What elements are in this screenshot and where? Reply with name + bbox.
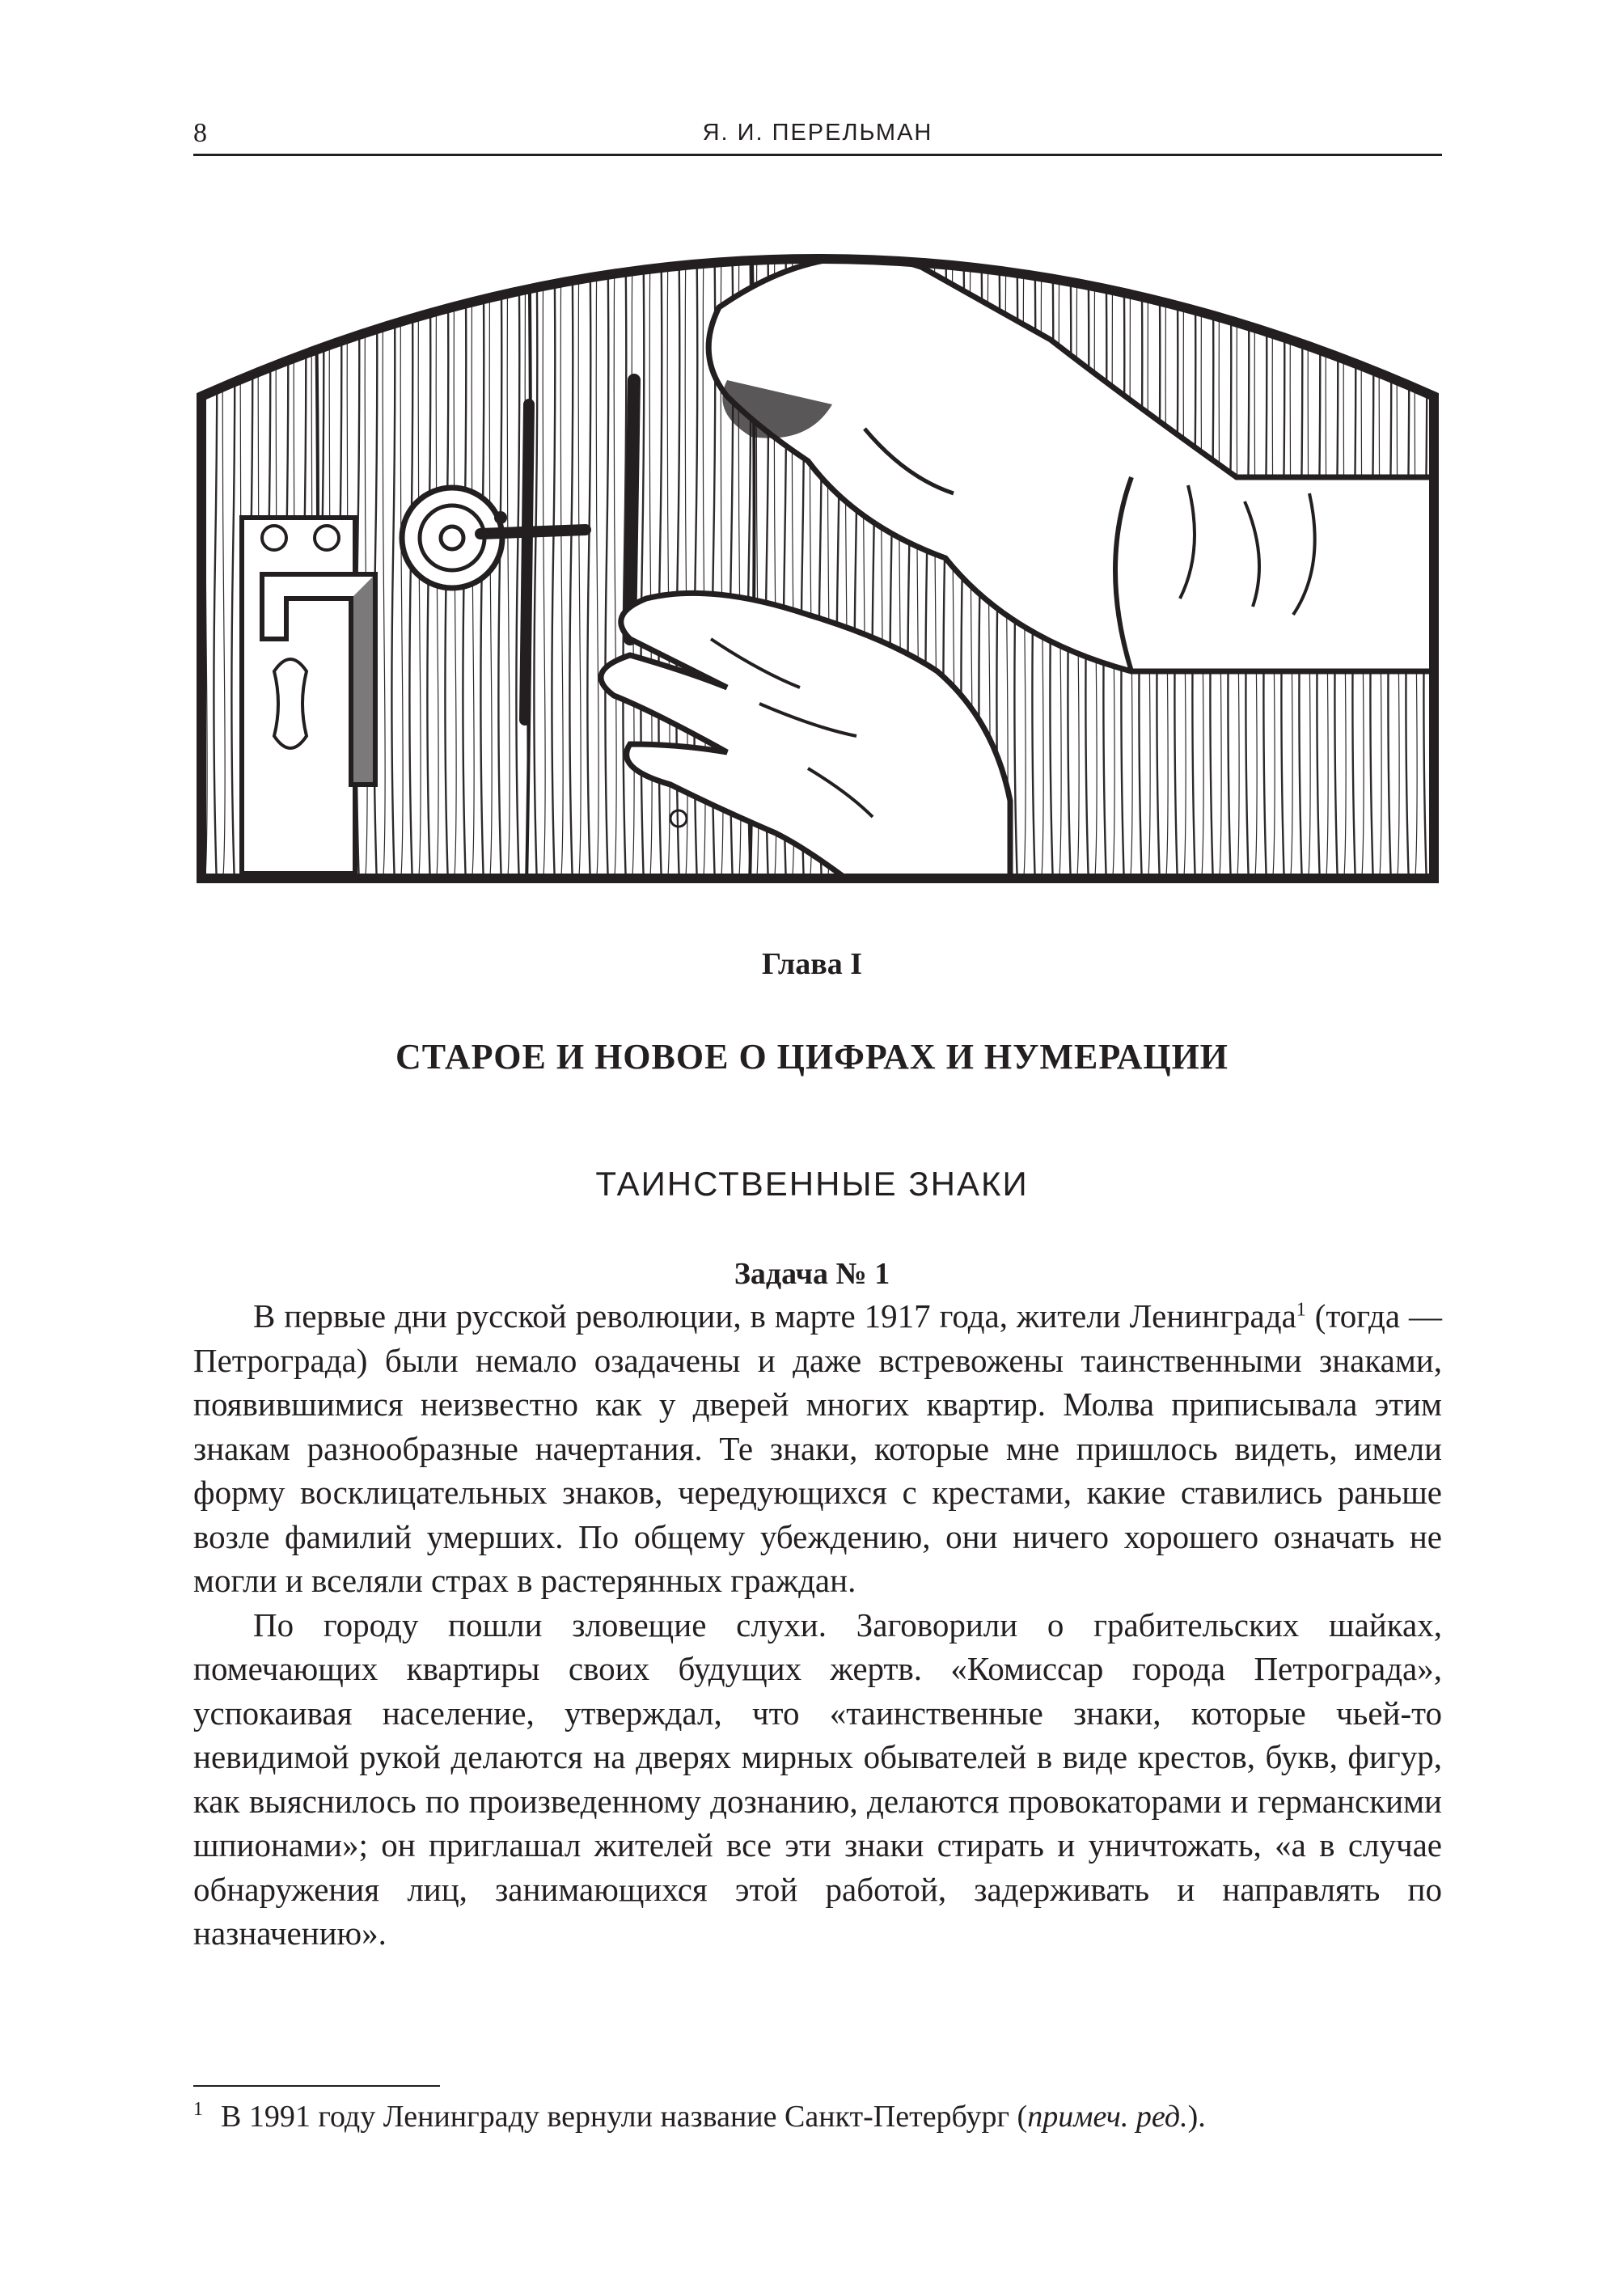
footnote-editor-note: примеч. ред.: [1027, 2100, 1188, 2134]
footnote-divider: [193, 2085, 440, 2087]
footnote-reference[interactable]: 1: [1296, 1299, 1306, 1321]
door-handle: [242, 518, 375, 874]
footnote-mark: 1: [193, 2099, 203, 2121]
paragraph-text: (тогда — Петрограда) были немало озадачены и даже встревожены таинственными знаками, появившимися неизвестно как у дверей многих квартир. Молва приписывала этим знакам разнообразные начертания. Те знаки, которые мне пришлось видеть, имели форму восклицательных знаков, чередующихся с крестами, какие ставились раньше возле фамилий умерших. По общему убеждению, они ничего хорошего означать не могли и вселяли страх в растерянных граждан.: [193, 1297, 1442, 1599]
paragraph: По городу пошли зловещие слухи. Заговорили о грабительских шайках, помечающих квартиры своих будущих жертв. «Комиссар города Петрограда», успокаивая население, утверждал, что «таинственные знаки, которые чьей-то невидимой рукой делаются на дверях мирных обывателей в виде крестов, букв, фигур, как выяснилось по произведенному дознанию, делаются провокаторами и германскими шпионами»; он приглашал жителей все эти знаки стирать и уничтожать, «а в случае обнаружения лиц, занимающихся этой работой, задерживать и направлять по назначению».: [193, 1606, 1442, 1952]
footnote: [193, 2096, 1442, 2137]
paragraph: [193, 1294, 1442, 1603]
task-heading: Задача № 1: [734, 1257, 890, 1291]
section-title: ТАИНСТВЕННЫЕ ЗНАКИ: [595, 1165, 1029, 1203]
chapter-illustration: [193, 218, 1442, 886]
footnote-text: В 1991 году Ленинграду вернули название Санкт-Петербург (: [221, 2100, 1028, 2134]
chapter-title: СТАРОЕ И НОВОЕ О ЦИФРАХ И НУМЕРАЦИИ: [395, 1037, 1229, 1077]
paragraph-text: В первые дни русской революции, в марте 1917 года, жители Ленинграда: [253, 1297, 1296, 1335]
running-author: Я. И. ПЕРЕЛЬМАН: [702, 120, 933, 146]
chapter-label: Глава I: [761, 947, 863, 981]
footnote-end: ).: [1187, 2100, 1206, 2134]
body-text: [193, 1294, 1442, 1956]
running-head: [193, 113, 1442, 156]
page-number: 8: [193, 118, 207, 148]
